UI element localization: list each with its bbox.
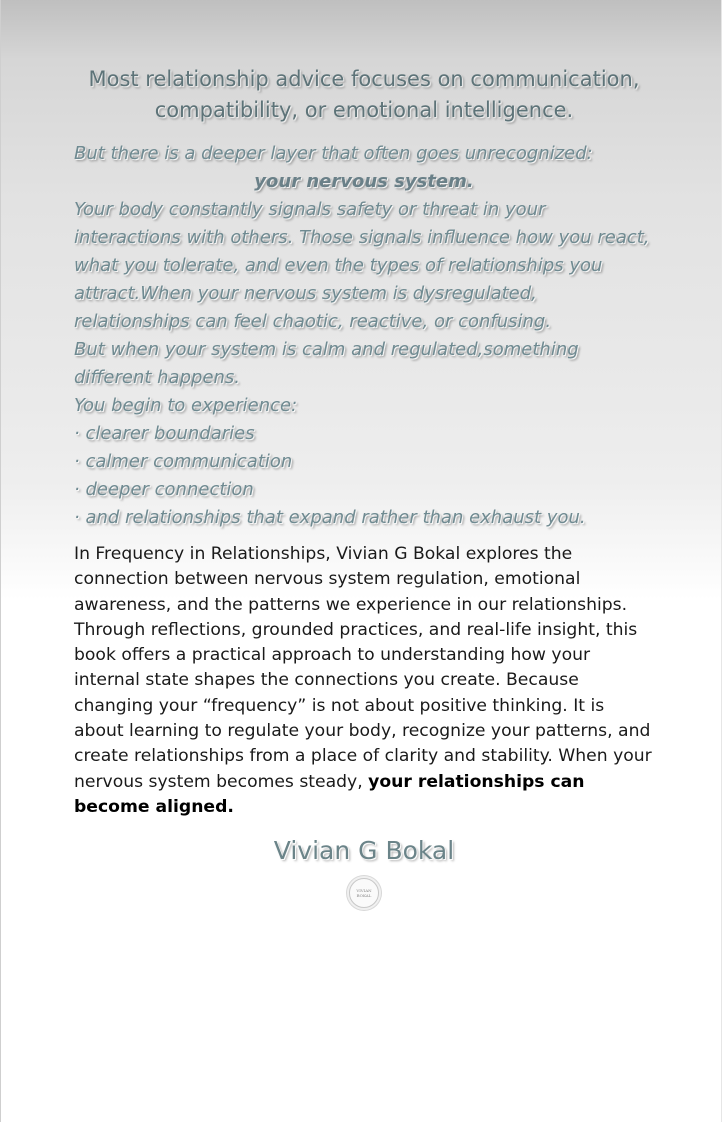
intro-paragraph-1: Your body constantly signals safety or threat in your interactions with others. Those signals influence how you react, what you tolerate, and even the types of relationships you attract.When your nervous system is dysregulated, relationships can feel chaotic, reactive, or confusing. <box>74 199 650 332</box>
list-intro: You begin to experience: <box>74 395 298 416</box>
intro-block <box>74 140 654 532</box>
author-logo-seal <box>349 878 379 908</box>
book-description <box>74 542 654 820</box>
description-bold-ending: your relationships can become aligned. <box>74 771 585 817</box>
logo-line-2: BOKAL <box>356 893 372 899</box>
intro-line: But there is a deeper layer that often goes unrecognized: <box>74 143 593 164</box>
emphasis-line: your nervous system. <box>254 171 474 192</box>
bullet-item: · and relationships that expand rather than exhaust you. <box>74 504 654 532</box>
cover-content <box>74 64 654 908</box>
headline: Most relationship advice focuses on communication, compatibility, or emotional intelligence. <box>88 67 640 122</box>
bullet-item: · deeper connection <box>74 476 654 504</box>
description-text: In Frequency in Relationships, Vivian G Bokal explores the connection between nervous system regulation, emotional awareness, and the patterns we experience in our relationships. Through reflections, grounded practices, and real-life insight, this book offers a practical approach to understanding how your internal state shapes the connections you create. Because changing your “frequency” is not about positive thinking. It is about learning to regulate your body, recognize your patterns, and create relationships from a place of clarity and stability. When your nervous system becomes steady, <box>74 544 652 792</box>
logo-line-1: VIVIAN <box>356 888 372 894</box>
bullet-item: · clearer boundaries <box>74 420 654 448</box>
bullet-item: · calmer communication <box>74 448 654 476</box>
author-name: Vivian G Bokal <box>273 836 455 866</box>
intro-paragraph-2: But when your system is calm and regulated,something different happens. <box>74 339 579 388</box>
